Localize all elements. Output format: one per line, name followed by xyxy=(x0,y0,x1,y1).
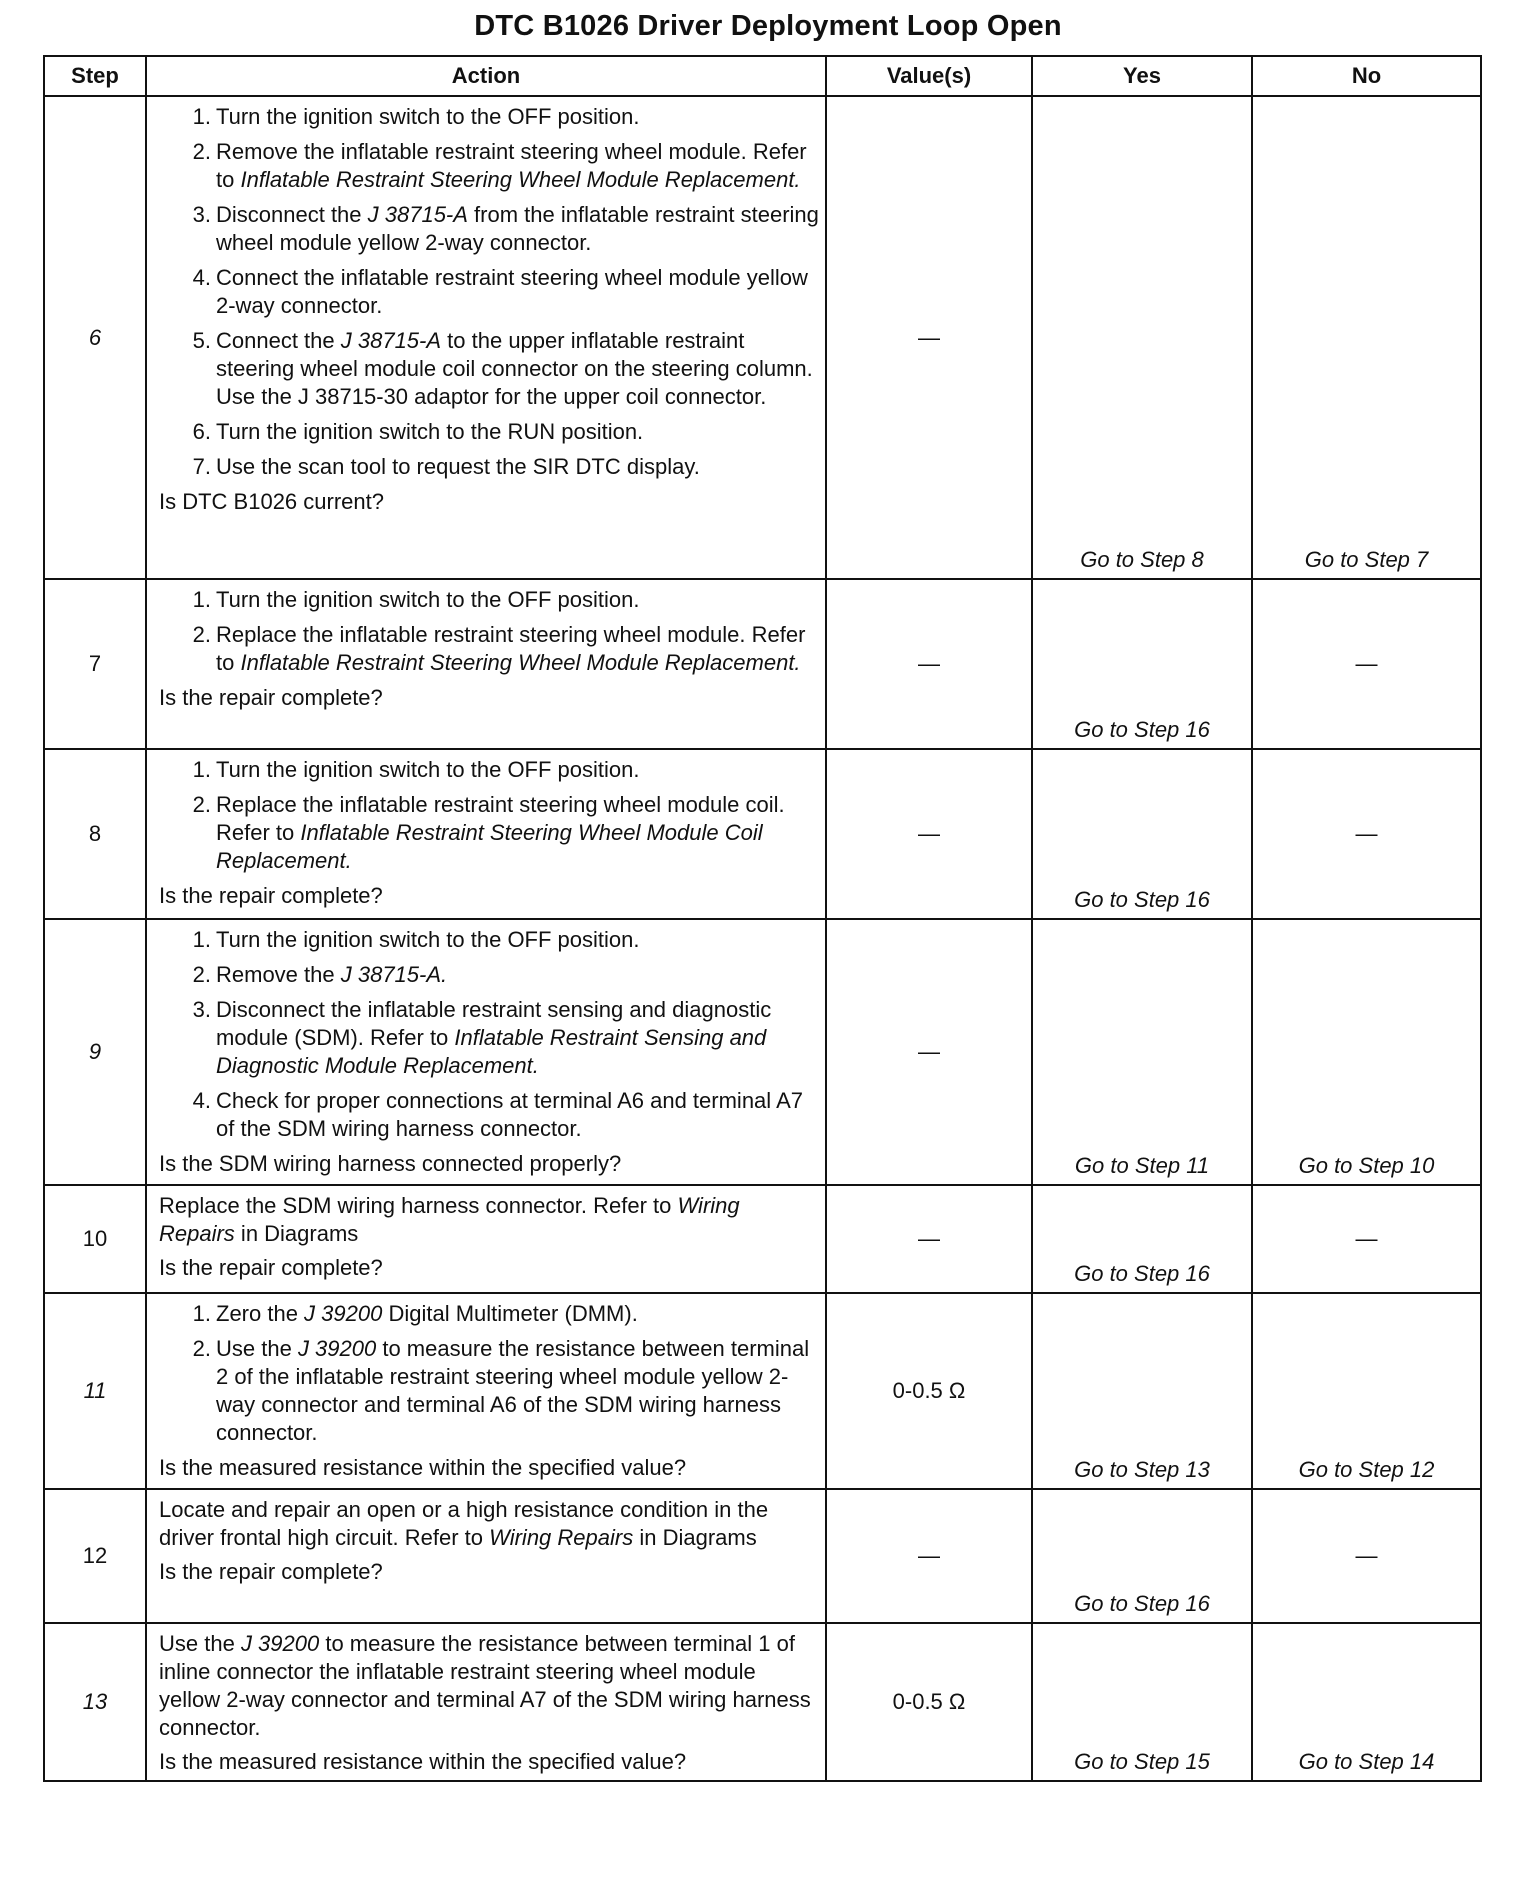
header-step: Step xyxy=(44,56,146,96)
text-run: Zero the xyxy=(216,1301,305,1326)
diagnostic-table xyxy=(43,55,1482,1782)
yes-cell xyxy=(1032,1293,1252,1489)
step-number: 6 xyxy=(44,96,146,579)
no-cell xyxy=(1252,1185,1481,1293)
text-run: Replace the inflatable restraint steering wheel module coil. Refer to xyxy=(216,792,785,845)
text-run: Disconnect the inflatable restraint sensing and diagnostic module (SDM). Refer to xyxy=(216,997,772,1050)
header-no: No xyxy=(1252,56,1481,96)
yes-cell xyxy=(1032,1185,1252,1293)
action-cell xyxy=(146,919,826,1185)
action-item xyxy=(159,453,819,481)
step-number: 11 xyxy=(44,1293,146,1489)
value-cell: — xyxy=(826,96,1032,579)
text-run: Locate and repair an open or a high resistance condition in the driver frontal high circuit. Refer to xyxy=(159,1497,769,1550)
no-cell xyxy=(1252,749,1481,919)
action-item xyxy=(159,586,819,614)
action-item xyxy=(159,756,819,784)
yes-result: Go to Step 15 xyxy=(1074,1749,1210,1774)
item-number: 6. xyxy=(192,419,211,444)
no-cell xyxy=(1252,919,1481,1185)
step-number: 9 xyxy=(44,919,146,1185)
italic-reference: J 38715-A. xyxy=(340,962,448,987)
action-item xyxy=(159,138,819,194)
question-text: Is the repair complete? xyxy=(159,1559,383,1584)
no-cell xyxy=(1252,579,1481,749)
italic-reference: J 38715-A xyxy=(340,328,442,353)
item-number: 3. xyxy=(192,997,211,1022)
table-row xyxy=(44,919,1481,1185)
no-result: — xyxy=(1355,821,1378,846)
question-text: Is the measured resistance within the specified value? xyxy=(159,1455,687,1480)
yes-result: Go to Step 16 xyxy=(1074,887,1210,912)
no-result: Go to Step 14 xyxy=(1298,1749,1435,1774)
text-run: Remove the xyxy=(216,962,341,987)
text-run: Use the xyxy=(216,1336,298,1361)
action-item xyxy=(159,103,819,131)
action-item xyxy=(159,996,819,1080)
question-text: Is the repair complete? xyxy=(159,883,383,908)
no-result: — xyxy=(1355,1226,1378,1251)
question-text: Is the SDM wiring harness connected properly? xyxy=(159,1151,622,1176)
text-run: Digital Multimeter (DMM). xyxy=(382,1301,638,1326)
header-action: Action xyxy=(146,56,826,96)
item-number: 1. xyxy=(192,587,211,612)
text-run: Check for proper connections at terminal A6 and terminal A7 of the SDM wiring harness connector. xyxy=(216,1088,803,1141)
no-result: Go to Step 12 xyxy=(1298,1457,1435,1482)
action-item xyxy=(159,418,819,446)
value-cell: — xyxy=(826,919,1032,1185)
text-run: Disconnect the xyxy=(216,202,368,227)
table-row xyxy=(44,96,1481,579)
item-number: 7. xyxy=(192,454,211,479)
question-text: Is the measured resistance within the specified value? xyxy=(159,1749,687,1774)
value-cell: 0-0.5 Ω xyxy=(826,1293,1032,1489)
question-text: Is DTC B1026 current? xyxy=(159,489,384,514)
item-number: 1. xyxy=(192,1301,211,1326)
step-number: 13 xyxy=(44,1623,146,1781)
italic-reference: Inflatable Restraint Steering Wheel Module Replacement. xyxy=(240,650,801,675)
action-item xyxy=(159,1300,819,1328)
step-number: 8 xyxy=(44,749,146,919)
italic-reference: Inflatable Restraint Steering Wheel Module Replacement. xyxy=(240,167,801,192)
text-run: Use the scan tool to request the SIR DTC display. xyxy=(216,454,700,479)
text-run: Connect the xyxy=(216,328,341,353)
action-item xyxy=(159,621,819,677)
text-run: to measure the resistance between terminal 2 of the inflatable restraint steering wheel module yellow 2-way connector and terminal A6 of the SDM wiring harness connector. xyxy=(216,1336,810,1445)
no-result: — xyxy=(1355,651,1378,676)
action-list xyxy=(159,586,819,677)
text-run: in Diagrams xyxy=(234,1221,359,1246)
yes-cell xyxy=(1032,96,1252,579)
action-cell xyxy=(146,1293,826,1489)
item-number: 3. xyxy=(192,202,211,227)
header-yes: Yes xyxy=(1032,56,1252,96)
action-item xyxy=(159,1087,819,1143)
action-list xyxy=(159,103,819,481)
action-paragraph xyxy=(159,1630,819,1742)
value-cell: — xyxy=(826,749,1032,919)
table-row xyxy=(44,749,1481,919)
text-run: Remove the inflatable restraint steering wheel module. Refer to xyxy=(216,139,807,192)
item-number: 4. xyxy=(192,1088,211,1113)
item-number: 1. xyxy=(192,104,211,129)
yes-result: Go to Step 16 xyxy=(1074,1261,1210,1286)
action-cell xyxy=(146,1489,826,1623)
action-list xyxy=(159,756,819,875)
text-run: in Diagrams xyxy=(633,1525,757,1550)
action-item xyxy=(159,791,819,875)
no-cell xyxy=(1252,1489,1481,1623)
table-row xyxy=(44,1623,1481,1781)
action-item xyxy=(159,264,819,320)
italic-reference: Wiring Repairs xyxy=(489,1525,634,1550)
text-run: Turn the ignition switch to the OFF position. xyxy=(216,104,640,129)
yes-cell xyxy=(1032,579,1252,749)
action-list xyxy=(159,1300,819,1447)
question-text: Is the repair complete? xyxy=(159,685,383,710)
item-number: 5. xyxy=(192,328,211,353)
no-cell xyxy=(1252,1623,1481,1781)
no-cell xyxy=(1252,96,1481,579)
item-number: 4. xyxy=(192,265,211,290)
yes-result: Go to Step 13 xyxy=(1074,1457,1210,1482)
yes-result: Go to Step 16 xyxy=(1074,717,1210,742)
action-item xyxy=(159,201,819,257)
italic-reference: J 39200 xyxy=(297,1336,377,1361)
step-number: 7 xyxy=(44,579,146,749)
action-cell xyxy=(146,1185,826,1293)
yes-cell xyxy=(1032,749,1252,919)
italic-reference: J 39200 xyxy=(240,1631,320,1656)
action-paragraph xyxy=(159,1192,819,1248)
step-number: 12 xyxy=(44,1489,146,1623)
italic-reference: J 39200 xyxy=(304,1301,383,1326)
no-cell xyxy=(1252,1293,1481,1489)
item-number: 2. xyxy=(192,962,211,987)
italic-reference: J 38715-A xyxy=(367,202,468,227)
action-item xyxy=(159,1335,819,1447)
value-cell: 0-0.5 Ω xyxy=(826,1623,1032,1781)
text-run: Turn the ignition switch to the OFF position. xyxy=(216,757,640,782)
item-number: 1. xyxy=(192,927,211,952)
italic-reference: Inflatable Restraint Steering Wheel Module Coil Replacement. xyxy=(216,820,763,873)
table-row xyxy=(44,1489,1481,1623)
yes-cell xyxy=(1032,1489,1252,1623)
text-run: Turn the ignition switch to the RUN position. xyxy=(216,419,644,444)
yes-cell xyxy=(1032,919,1252,1185)
italic-reference: Inflatable Restraint Sensing and Diagnostic Module Replacement. xyxy=(216,1025,767,1078)
action-cell xyxy=(146,749,826,919)
no-result: — xyxy=(1355,1543,1378,1568)
item-number: 2. xyxy=(192,622,211,647)
text-run: to the upper inflatable restraint steering wheel module coil connector on the steering column. Use the J 38715-30 adaptor for the upper coil connector. xyxy=(216,328,813,409)
action-list xyxy=(159,926,819,1143)
text-run: Turn the ignition switch to the OFF position. xyxy=(216,927,640,952)
value-cell: — xyxy=(826,1489,1032,1623)
text-run: to measure the resistance between terminal 1 of inline connector the inflatable restraint steering wheel module yellow 2-way connector and terminal A7 of the SDM wiring harness connector. xyxy=(159,1631,811,1740)
step-number: 10 xyxy=(44,1185,146,1293)
item-number: 1. xyxy=(192,757,211,782)
page-title: DTC B1026 Driver Deployment Loop Open xyxy=(474,10,1062,42)
text-run: from the inflatable restraint steering wheel module yellow 2-way connector. xyxy=(216,202,819,255)
yes-cell xyxy=(1032,1623,1252,1781)
yes-result: Go to Step 16 xyxy=(1074,1591,1210,1616)
text-run: Turn the ignition switch to the OFF position. xyxy=(216,587,640,612)
table-row xyxy=(44,1185,1481,1293)
item-number: 2. xyxy=(192,139,211,164)
action-item xyxy=(159,926,819,954)
table-body xyxy=(44,96,1481,1781)
yes-result: Go to Step 11 xyxy=(1074,1153,1210,1178)
item-number: 2. xyxy=(192,1336,211,1361)
action-paragraph xyxy=(159,1496,819,1552)
action-item xyxy=(159,327,819,411)
value-cell: — xyxy=(826,1185,1032,1293)
value-cell: — xyxy=(826,579,1032,749)
table-row xyxy=(44,1293,1481,1489)
action-item xyxy=(159,961,819,989)
no-result: Go to Step 7 xyxy=(1304,547,1429,572)
header-row xyxy=(44,56,1481,96)
header-values: Value(s) xyxy=(826,56,1032,96)
text-run: Replace the SDM wiring harness connector. Refer to xyxy=(159,1193,678,1218)
action-cell xyxy=(146,96,826,579)
action-cell xyxy=(146,1623,826,1781)
no-result: Go to Step 10 xyxy=(1298,1153,1435,1178)
text-run: Connect the inflatable restraint steering wheel module yellow 2-way connector. xyxy=(216,265,808,318)
italic-reference: Wiring Repairs xyxy=(159,1193,740,1246)
yes-result: Go to Step 8 xyxy=(1080,547,1204,572)
question-text: Is the repair complete? xyxy=(159,1255,383,1280)
table-row xyxy=(44,579,1481,749)
text-run: Use the xyxy=(159,1631,241,1656)
action-cell xyxy=(146,579,826,749)
item-number: 2. xyxy=(192,792,211,817)
text-run: Replace the inflatable restraint steering wheel module. Refer to xyxy=(216,622,806,675)
